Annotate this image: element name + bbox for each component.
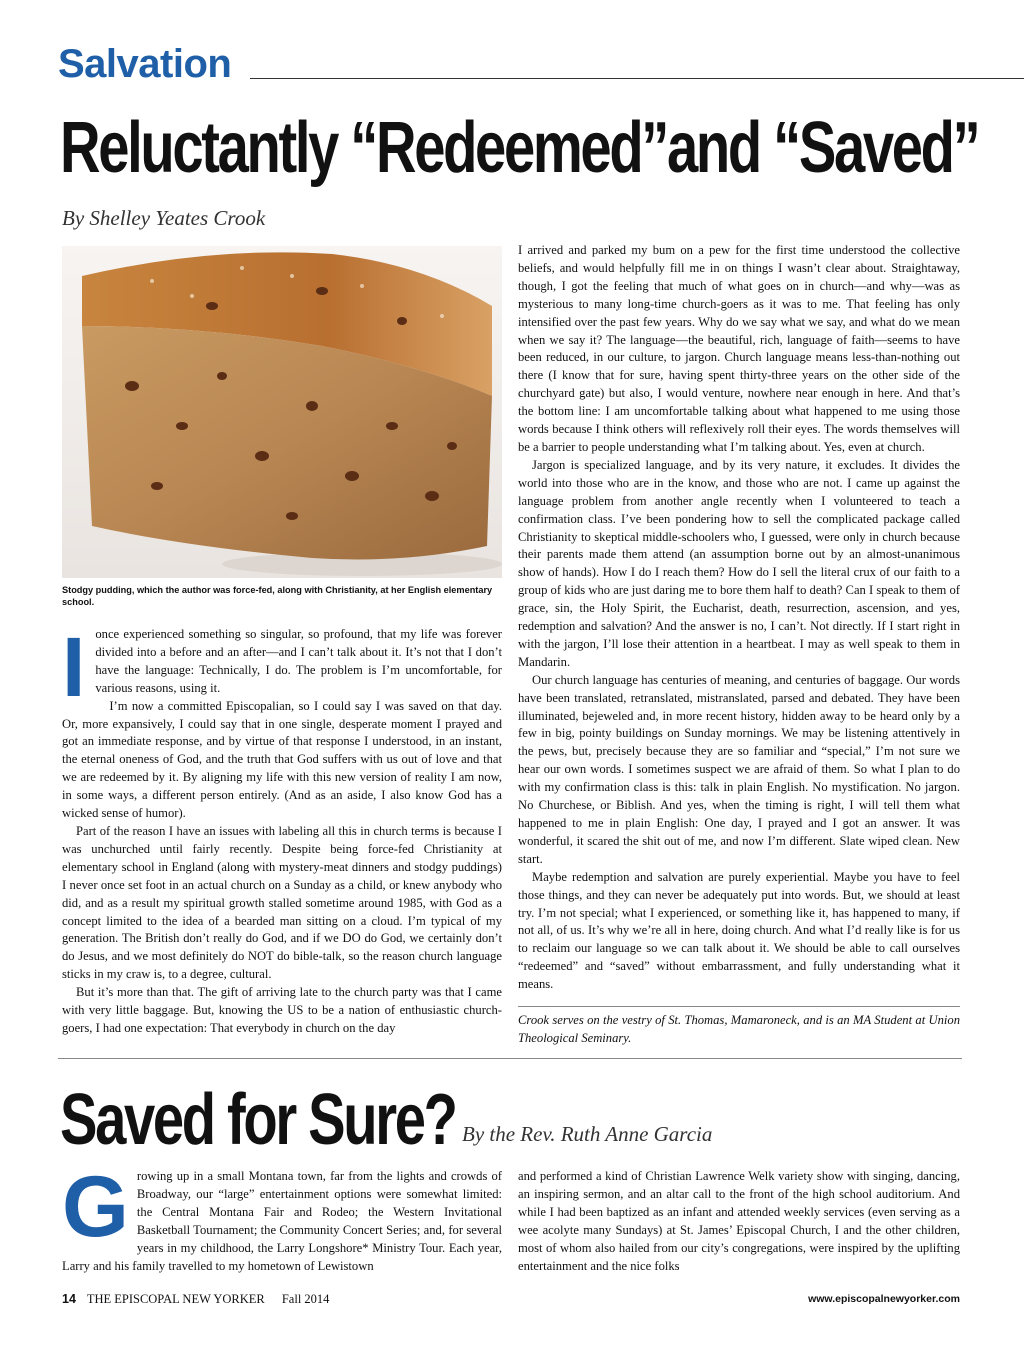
section-rule [250, 78, 1024, 79]
photo-caption: Stodgy pudding, which the author was force-fed, along with Christianity, at her English elementary school. [62, 585, 493, 607]
article2-column-2 [518, 1168, 960, 1275]
author-bio: Crook serves on the vestry of St. Thomas, Mamaroneck, and is an MA Student at Union Theological Seminary. [518, 1013, 960, 1045]
paragraph: Our church language has centuries of meaning, and centuries of baggage. Our words have been translated, retranslated, mistranslated, parsed and debated. They have been illuminated, bejeweled and, in more recent history, hidden away to be heard only by a few in big, pointy buildings on Sunday mornings. We may be listening attentively in the pews, but, precisely because they are so familiar and “special,” I’m not sure we hear our own words. I sometimes suspect we are afraid of them. So what I plan to do with my confirmation class is this: talk in plain English. No mystification. No jargon. No Churchese, or Biblish. And yes, when the timing is right, I will tell them what happened to me in plain English: One day, I prayed and I got an answer. It was wonderful, it scared the shit out of me, and now I’m different. Slate wiped clean. New start. [518, 672, 960, 866]
section-title: Salvation [58, 42, 232, 86]
paragraph: Part of the reason I have an issues with labeling all this in church terms is because I was unchurched until fairly recently. Despite being force-fed Christianity at elementary school in England (along with mystery-meat dinners and stodgy puddings) I never once set foot in an actual church on a Sunday as a child, or knew anybody who did, and as a result my spiritual growth stalled sometime around 1985, with God as a concept limited to the idea of a bearded man sitting on a cloud. I’m typical of my generation. The British don’t really do God, and if we DO do God, we certainly don’t do Jesus, and we most definitely do NOT do bible-talk, so the reason church language sticks in my craw is, to a degree, cultural. [62, 823, 502, 982]
article-divider [58, 1058, 962, 1059]
paragraph: rowing up in a small Montana town, far from the lights and crowds of Broadway, our “large” entertainment options were somewhat limited: the Central Montana Fair and Rodeo; the Western Invitational Basketball Tournament; the Community Concert Series; and, for several years in my childhood, the Larry Longshore* Ministry Tour. Each year, Larry and his family travelled to my hometown of Lewistown [62, 1169, 502, 1273]
paragraph: and performed a kind of Christian Lawrence Welk variety show with singing, dancing, an inspiring sermon, and an altar call to the front of the high school auditorium. And while I had been baptized as an infant and attended weekly services (even serving as a wee acolyte many Sundays) at St. James’ Episcopal Church, I and the other children, most of whom also hailed from our city’s congregations, were inspired by the uplifting entertainment and the nice folks [518, 1169, 960, 1273]
article-headline: Reluctantly “Redeemed”and “Saved” [60, 108, 979, 188]
paragraph: Jargon is specialized language, and by its very nature, it excludes. It divides the world into those who are in the know, and those who are not. I came up against the language problem from another angle recently when I volunteered to teach a confirmation class. I’ve been pondering how to sell the complicated package called Christianity to skeptical middle-schoolers who, I guessed, were only in church because their parents made them attend (an assumption borne out by an almost-unanimous show of hands). How I do I reach them? How do I sell the literal crux of our faith to a group of kids who are just daring me to bore them half to death? Can I speak to them of grace, sin, the Holy Spirit, the Eucharist, death, resurrection, ascension, and yes, redemption and salvation? And the answer is no, I can’t. Not directly. If I start right in with the jargon, I’ll lose their attention in a heartbeat. I may as well speak to them in Mandarin. [518, 457, 960, 669]
pudding-photo [62, 246, 502, 578]
paragraph: I arrived and parked my bum on a pew for the first time understood the collective beliefs, and would helpfully fill me in on things I wasn’t clear about. Straightaway, though, I got the feeling that much of what goes on in church—and why—was as mysterious to many long-time church-goers as it was to me. That feeling has only intensified over the past few years. Why do we say what we say, and what do we mean when we say it? The language—the beautiful, rich, language of faith—seems to have been reduced, in our culture, to jargon. Church language means less-than-nothing out there (I know that for sure, having spent thirty-three years on the other side of the churchyard gate) but also, I would venture, nowhere near enough in here. And that’s the bottom line: I am uncomfortable talking about what happened to me using those words because I think others will reflexively roll their eyes. The words themselves will be a barrier to people understanding what I’m talking about. Yes, even at church. [518, 243, 960, 454]
article2-column-1 [62, 1159, 502, 1275]
paragraph: But it’s more than that. The gift of arriving late to the church party was that I came with very little baggage. But, knowing the US to be a nation of enthusiastic church-goers, I had one expectation: That everybody in church on the day [62, 985, 502, 1035]
bio-rule [518, 1006, 960, 1007]
page-number: 14 [62, 1292, 76, 1306]
article-column-1 [62, 620, 502, 1038]
paragraph: I’m now a committed Episcopalian, so I could say I was saved on that day. Or, more expansively, I could say that in one single, desperate moment I prayed and got an immediate response, and by virtue of that response I understood, in an instant, the eternal oneness of God, and the truth that God suffers with us out of love and that we are redeemed by it. By aligning my life with this new version of reality I am now, in some ways, a different person entirely. (And as an aside, I also know God has a wicked sense of humor). [62, 698, 502, 821]
footer-left [62, 1292, 329, 1307]
article2-headline: Saved for Sure? [60, 1080, 456, 1160]
paragraph: once experienced something so singular, so profound, that my life was forever divided into a before and an after—and I can’t talk about it. It’s not that I don’t have the language: Technically, I do. The problem is I’m uncomfortable, for various reasons, using it. [95, 627, 502, 695]
issue-date: Fall 2014 [281, 1292, 330, 1306]
article-column-2 [518, 242, 960, 994]
publication-name: THE EPISCOPAL NEW YORKER [86, 1292, 265, 1306]
article-byline: By Shelley Yeates Crook [62, 206, 266, 230]
article2-byline: By the Rev. Ruth Anne Garcia [462, 1122, 713, 1146]
website-link[interactable]: www.episcopalnewyorker.com [808, 1293, 960, 1305]
drop-cap: G [62, 1159, 129, 1255]
paragraph: Maybe redemption and salvation are purely experiential. Maybe you have to feel those things, and they can never be adequately put into words. But, we should at least try. I’m not special; what I experienced, or something like it, has happened to many, if not all, of us. It’s why we’re all in here, doing church. And what I’d really like is for us to reclaim our language so we can talk about it. We should be able to call ourselves “redeemed” and “saved” without embarrassment, and fully understanding what it means. [518, 869, 960, 992]
drop-cap: I [62, 620, 86, 714]
